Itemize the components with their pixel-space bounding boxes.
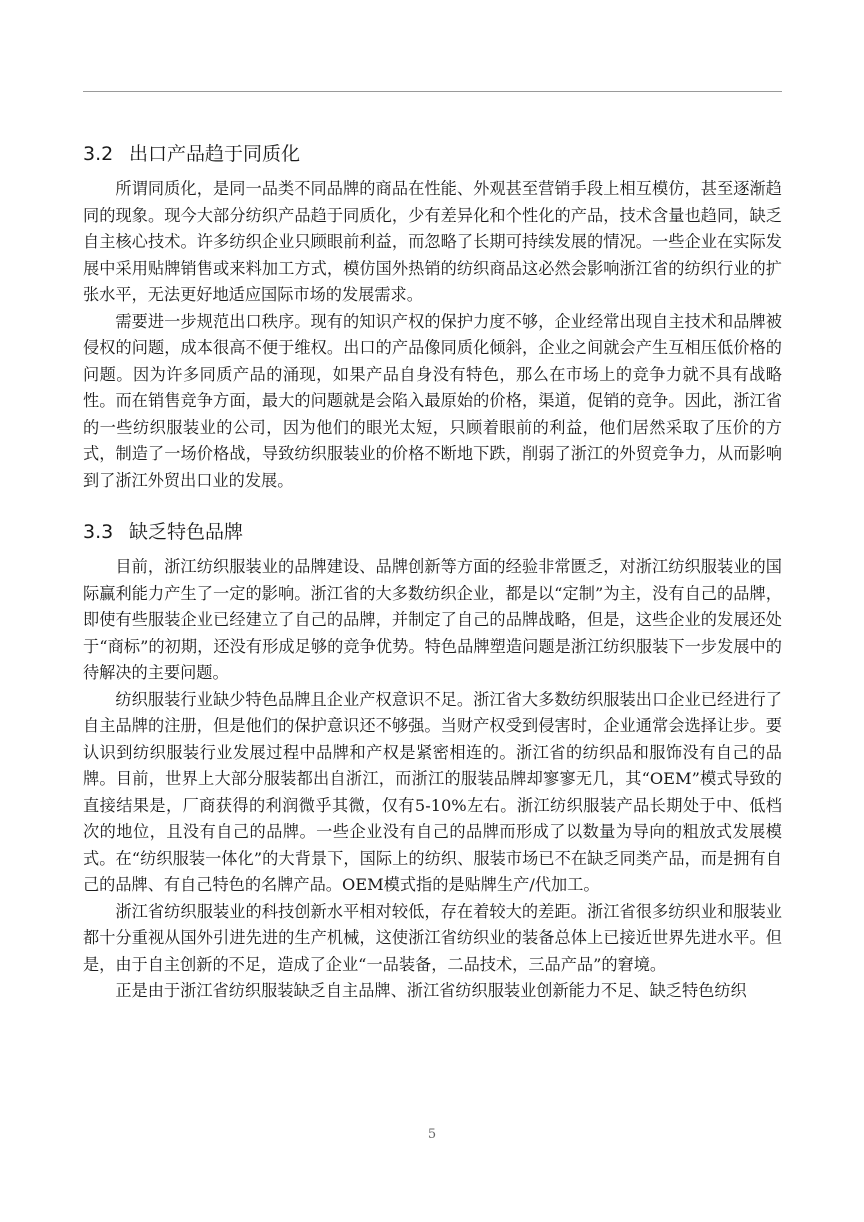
section-3-2 — [83, 138, 782, 494]
paragraph: 目前，浙江纺织服装业的品牌建设、品牌创新等方面的经验非常匮乏，对浙江纺织服装业的国际赢利能力产生了一定的影响。浙江省的大多数纺织企业，都是以“定制”为主，没有自己的品牌，即使有些服装企业已经建立了自己的品牌，并制定了自己的品牌战略，但是，这些企业的发展还处于“商标”的初期，还没有形成足够的竞争优势。特色品牌塑造问题是浙江纺织服装下一步发展中的待解决的主要问题。 — [83, 557, 782, 682]
page-number: 5 — [427, 1127, 437, 1142]
section-number: 3.2 — [83, 143, 114, 165]
section-heading — [83, 138, 782, 170]
section-heading — [83, 516, 782, 548]
header-rule — [83, 91, 782, 92]
paragraph: 正是由于浙江省纺织服装缺乏自主品牌、浙江省纺织服装业创新能力不足、缺乏特色纺织 — [115, 981, 747, 1000]
paragraph: 纺织服装行业缺少特色品牌且企业产权意识不足。浙江省大多数纺织服装出口企业已经进行了自主品牌的注册，但是他们的保护意识还不够强。当财产权受到侵害时，企业通常会选择让步。要认识到纺织服装行业发展过程中品牌和产权是紧密相连的。浙江省的纺织品和服饰没有自己的品牌。目前，世界上大部分服装都出自浙江，而浙江的服装品牌却寥寥无几，其“OEM”模式导致的直接结果是，厂商获得的利润微乎其微，仅有5-10%左右。浙江纺织服装产品长期处于中、低档次的地位，且没有自己的品牌。一些企业没有自己的品牌而形成了以数量为导向的粗放式发展模式。在“纺织服装一体化”的大背景下，国际上的纺织、服装市场已不在缺乏同类产品，而是拥有自己的品牌、有自己特色的名牌产品。OEM模式指的是贴牌生产/代加工。 — [83, 689, 782, 894]
section-title: 缺乏特色品牌 — [129, 521, 244, 543]
section-number: 3.3 — [83, 521, 114, 543]
paragraph: 所谓同质化，是同一品类不同品牌的商品在性能、外观甚至营销手段上相互模仿，甚至逐渐趋同的现象。现今大部分纺织产品趋于同质化，少有差异化和个性化的产品，技术含量也趋同，缺乏自主核心技术。许多纺织企业只顾眼前利益，而忽略了长期可持续发展的情况。一些企业在实际发展中采用贴牌销售或来料加工方式，模仿国外热销的纺织商品这必然会影响浙江省的纺织行业的扩张水平，无法更好地适应国际市场的发展需求。 — [83, 179, 782, 304]
section-title: 出口产品趋于同质化 — [129, 143, 301, 165]
paragraph: 需要进一步规范出口秩序。现有的知识产权的保护力度不够，企业经常出现自主技术和品牌被侵权的问题，成本很高不便于维权。出口的产品像同质化倾斜，企业之间就会产生互相压低价格的问题。因为许多同质产品的涌现，如果产品自身没有特色，那么在市场上的竞争力就不具有战略性。而在销售竞争方面，最大的问题就是会陷入最原始的价格，渠道，促销的竞争。因此，浙江省的一些纺织服装业的公司，因为他们的眼光太短，只顾着眼前的利益，他们居然采取了压价的方式，制造了一场价格战，导致纺织服装业的价格不断地下跌，削弱了浙江的外贸竞争力，从而影响到了浙江外贸出口业的发展。 — [83, 311, 782, 490]
paragraph: 浙江省纺织服装业的科技创新水平相对较低，存在着较大的差距。浙江省很多纺织业和服装业都十分重视从国外引进先进的生产机械，这使浙江省纺织业的装备总体上已接近世界先进水平。但是，由于自主创新的不足，造成了企业“一品装备，二品技术，三品产品”的窘境。 — [83, 901, 782, 974]
page-content — [83, 138, 782, 1005]
section-3-3 — [83, 516, 782, 1005]
